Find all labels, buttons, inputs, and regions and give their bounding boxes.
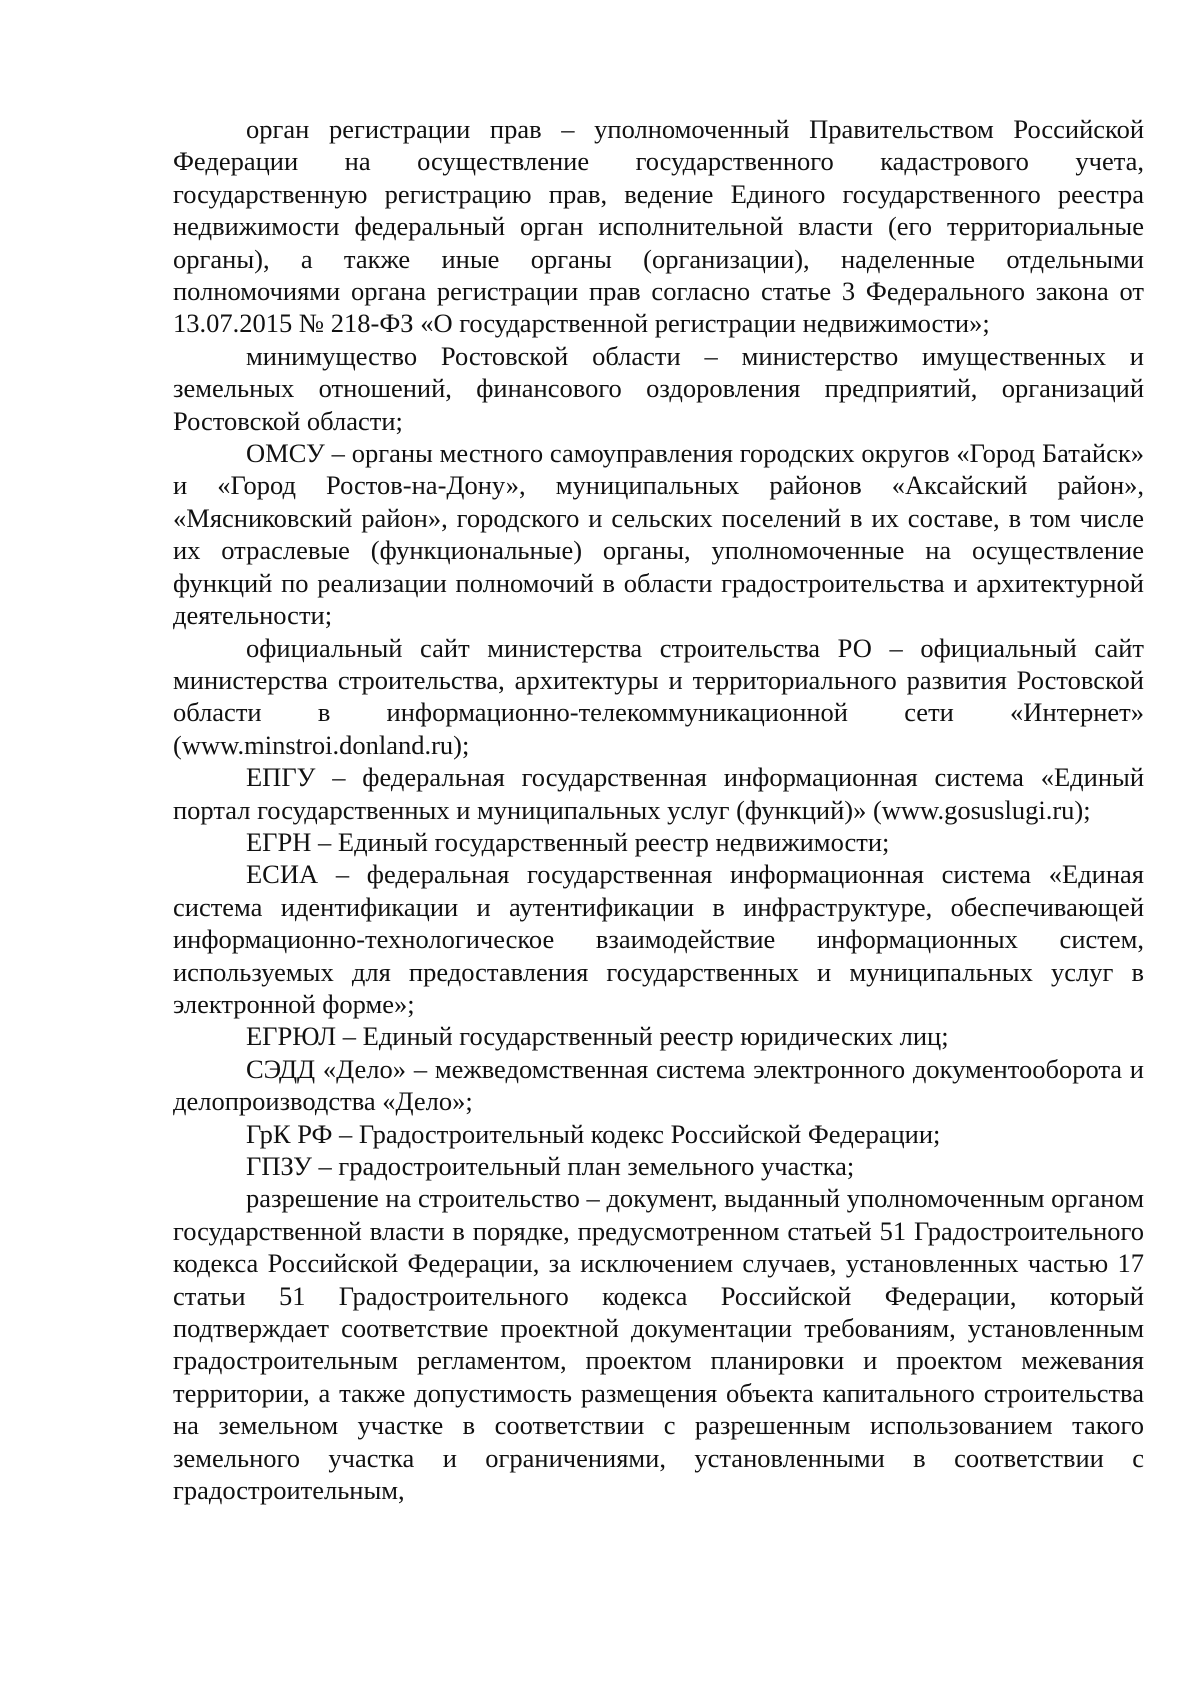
paragraph-construction-permit: разрешение на строительство – документ, выданный уполномоченным органом государственной власти в порядке, предусмотренном статьей 51 Градостроительного кодекса Российской Федерации, за исключением случаев, установленных частью 17 статьи 51 Градостроительного кодекса Российской Федерации, который подтверждает соответствие проектной документации требованиям, установленным градостроительным регламентом, проектом планировки и проектом межевания территории, а также допустимость размещения объекта капитального строительства на земельном участке в соответствии с разрешенным использованием такого земельного участка и ограничениями, установленными в соответствии с градостроительным, xyxy=(173,1183,1144,1506)
paragraph-egrn: ЕГРН – Единый государственный реестр недвижимости; xyxy=(246,826,890,857)
paragraph-property-ministry: минимущество Ростовской области – министерство имущественных и земельных отношений, финансового оздоровления предприятий, организаций Ростовской области; xyxy=(173,340,1144,436)
document-body xyxy=(173,113,1144,1506)
paragraph-omsu: ОМСУ – органы местного самоуправления городских округов «Город Батайск» и «Город Ростов-на-Дону», муниципальных районов «Аксайский район», «Мясниковский район», городского и сельских поселений в их составе, в том числе их отраслевые (функциональные) органы, уполномоченные на осуществление функций по реализации полномочий в области градостроительства и архитектурной деятельности; xyxy=(173,438,1144,631)
paragraph-egrul: ЕГРЮЛ – Единый государственный реестр юридических лиц; xyxy=(246,1021,949,1052)
paragraph-gpzu: ГПЗУ – градостроительный план земельного участка; xyxy=(246,1151,855,1181)
paragraph-official-site: официальный сайт министерства строительства РО – официальный сайт министерства строительства, архитектуры и территориального развития Ростовской области в информационно-телекоммуникационной сети «Интернет» (www.minstroi.donland.ru); xyxy=(173,632,1144,760)
paragraph-grk-rf: ГрК РФ – Градостроительный кодекс Российской Федерации; xyxy=(246,1118,941,1149)
paragraph-sedd: СЭДД «Дело» – межведомственная система электронного документооборота и делопроизводства «Дело»; xyxy=(173,1053,1144,1117)
paragraph-registration-authority: орган регистрации прав – уполномоченный Правительством Российской Федерации на осуществление государственного кадастрового учета, государственную регистрацию прав, ведение Единого государственного реестра недвижимости федеральный орган исполнительной власти (его территориальные органы), а также иные органы (организации), наделенные отдельными полномочиями органа регистрации прав согласно статье 3 Федерального закона от 13.07.2015 № 218-ФЗ «О государственной регистрации недвижимости»; xyxy=(173,114,1144,339)
paragraph-esia: ЕСИА – федеральная государственная информационная система «Единая система идентификации и аутентификации в инфраструктуре, обеспечивающей информационно-технологическое взаимодействие информационных систем, используемых для предоставления государственных и муниципальных услуг в электронной форме»; xyxy=(173,859,1144,1019)
paragraph-epgu: ЕПГУ – федеральная государственная информационная система «Единый портал государственных и муниципальных услуг (функций)» (www.gosuslugi.ru); xyxy=(173,762,1144,825)
